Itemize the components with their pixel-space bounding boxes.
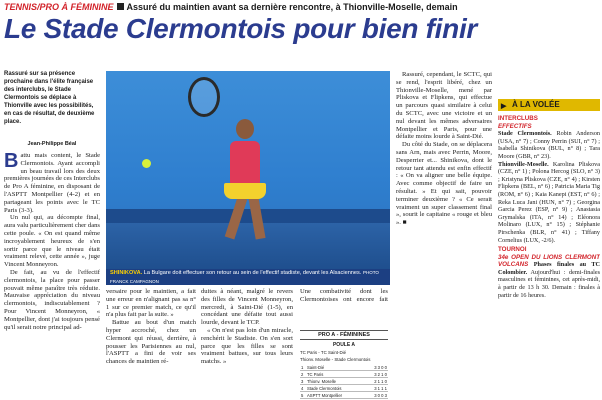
team: Saint-Dié	[306, 364, 365, 371]
headline: Le Stade Clermontois pour bien finir	[4, 13, 478, 44]
tournament-name: 34e OPEN DU LIONS CLERMONT VOLCANS	[498, 253, 600, 269]
paragraph: Un nul qui, au décompte final, aura valu particulièrement cher dans cette poule. « On est quand même incroyablement heureux de s'en sortir parce que le niveau était vraiment relevé, cette année », juge Vincent Monneyron.	[4, 214, 100, 269]
stats: 2 1 1 0	[365, 378, 388, 385]
paragraph: Battue au bout d'un match hyper accroché, chez un Clermont qui réussi, derrière, à pousser les Parisiennes au nul, l'ASPTT a fini de voir ses chances de maintien ré-	[106, 319, 196, 366]
stats: 3 0 0 3	[365, 392, 388, 399]
paragraph: De fait, au vu de l'effectif clermontois, la place pour passer pouvait même paraître très réduite. Mauvaise appréciation du niveau clermontois, indiscutablement ? Pour Vincent Monneyron, « Montpellier, dont j'ai toujours pensé qu'il serait notre principal ad-	[4, 268, 100, 331]
article-column-4	[300, 288, 388, 302]
paragraph: Rassuré, cependant, le SCTC, qui se rend, l'esprit libéré, chez un Thionville-Moselle, mené par Pliskova et Flipkens, qui effectue un parcours quasi similaire à celui du SCTC, avec une victoire et un nul devant les mêmes adversaires Montpellier et Paris, pour une défaite moins lourde à Saint-Dié.	[396, 71, 492, 141]
paragraph: « On n'est pas loin d'un miracle, renchérit le Stadiste. On s'en sort parce que les filles se sont vraiment battues, sur tous leurs matchs. »	[201, 326, 293, 366]
roster-text: Robin Anderson (USA, n° 7) ; Conny Perrin (SUI, n° 7) ; Isabella Shinikova (BUL, n° 8) ; Tara Moore (GBR, n° 23).	[498, 130, 600, 160]
team: Thionv. Moselle	[306, 378, 365, 385]
team-name: Thionville-Moselle.	[498, 160, 549, 168]
table-row	[300, 392, 388, 399]
rank: 1	[300, 364, 306, 371]
square-bullet-icon	[117, 3, 124, 10]
racket-icon	[188, 77, 220, 117]
paragraph: Une combativité dont les Clermontoises ont encore fait	[300, 288, 388, 302]
paragraph: duites à néant, malgré le revers des filles de Vincent Monneyron, mercredi, à Saint-Dié (1-5), en concédant une défaite tout aussi lourde, devant le TCP.	[201, 288, 293, 327]
team: TC Paris	[306, 371, 365, 378]
stats: 3 1 1 1	[365, 385, 388, 392]
tennis-player-photo	[106, 71, 390, 269]
stats: 3 2 1 0	[365, 371, 388, 378]
rank: 4	[300, 385, 306, 392]
photo-court	[106, 223, 390, 269]
byline: Jean-Philippe Béal	[27, 141, 77, 147]
table-row	[300, 371, 388, 378]
player-head	[236, 119, 254, 139]
team: Stade Clermontois	[306, 385, 365, 392]
photo-banner	[106, 209, 390, 223]
arrow-right-icon: ▶	[501, 103, 507, 110]
player-body	[230, 141, 260, 185]
paragraph	[4, 152, 100, 214]
photo-caption	[106, 269, 390, 285]
drop-cap: B	[4, 152, 19, 172]
table-poule: POULE A	[332, 342, 356, 348]
standings-grid	[300, 364, 388, 399]
sidebar-header-label: À LA VOLÉE	[512, 100, 560, 109]
table-match: TC Paris - TC Saint-Dié	[300, 350, 347, 355]
table-title: PRO A - FÉMININES	[300, 331, 388, 340]
article-column-2	[106, 288, 196, 396]
lead-paragraph: Rassuré sur sa présence prochaine dans l'élite française des interclubs, le Stade Clermontois se déplace à Thionville avec les possibilités, en cas de résultat, de deuxième place.	[4, 71, 95, 125]
roster-paragraph	[498, 161, 600, 245]
section-title: INTERCLUBS	[498, 115, 538, 122]
article-column-5	[396, 71, 492, 396]
standings-table	[300, 330, 388, 397]
section-title: TOURNOI	[498, 246, 527, 254]
tournament-text: Aujourd'hui : demi-finales masculines et féminines, cet après-midi, à partir de 13 h 30. Demain : finales à partir de 16 heures.	[498, 268, 600, 299]
rank: 3	[300, 378, 306, 385]
sidebar-header	[498, 99, 600, 111]
rank: 2	[300, 371, 306, 378]
player-skirt	[224, 183, 266, 199]
table-row	[300, 385, 388, 392]
article-column-3	[201, 288, 293, 396]
team: ASPTT Montpellier	[306, 392, 365, 399]
paragraph: Du côté du Stade, on se déplacera sans Arn, mais avec Perrin, Moore, Desperrier et... Shinikova, dont le retour tant attendu est enfin effectif : « On va aligner une belle équipe. Avec comme objectif de faire un résultat. » Et qui sait, pouvoir terminer deuxième ? « Ce serait vraiment un super classement final », sourit le capitaine « rouge et bleu ». ■	[396, 141, 492, 227]
team-name: Stade Clermontois.	[498, 130, 552, 138]
roster-paragraph	[498, 130, 600, 160]
sidebar-content	[498, 115, 600, 396]
rank: 5	[300, 392, 306, 399]
kicker-category: TENNIS/PRO À FÉMININE	[4, 2, 114, 12]
photo-credit: PHOTO FRANCK CAMPAGNON	[110, 270, 379, 284]
tennis-ball-icon	[142, 159, 151, 168]
tournament-paragraph	[498, 254, 600, 300]
table-row	[300, 378, 388, 385]
caption-text: La Bulgare doit effectuer son retour au sein de l'effectif stadiste, devant les Alsaciennes.	[143, 270, 362, 276]
caption-name: SHINIKOVA.	[110, 270, 143, 276]
paragraph-text: attu mais content, le Stade Clermontois. Ayant accompli un beau travail lors des deux premières journées de ces Interclubs de Pro A féminine, en disposant de l'ASPTT Montpellier (4-2) et en partageant les points avec le TC Paris (3-3).	[4, 152, 100, 214]
roster-text: Karolina Pliskova (CZE, n° 1) ; Polona Hercog (SLO, n° 3) ; Kristyna Pliskova (CZE, n° 4) ; Kirsten Flipkens (BEL, n° 6) ; Patricia Maria Tig (ROM, n° 6) ; Kaia Kanepi (EST, n° 6) ; Reka Luca Jani (HUN, n° 7) ; Georgina Garcia Perez (ESP, n° 9) ; Anastasia Grymalska (ITA, n° 14) ; Eléonora Molinaro (LUX, n° 15) ; Stéphanie Pirschenka (BLR, n° 41) ; Tiffany Cornelius (LUX, -2/6).	[498, 160, 600, 244]
stats: 3 3 0 0	[365, 364, 388, 371]
kicker-text: Assuré du maintien avant sa dernière rencontre, à Thionville-Moselle, demain	[126, 2, 458, 12]
section-subtitle: EFFECTIFS	[498, 122, 532, 130]
tournament-bold: Phases finales au TC Colombier.	[498, 261, 600, 276]
article-column-1	[4, 152, 100, 396]
paragraph: versaire pour le maintien, a fait une erreur en n'alignant pas sa n° 1 sur ce premier match, ce qu'il n'a plus fait par la suite. »	[106, 288, 196, 319]
table-match: Thionv. Moselle - Stade Clermontois	[300, 357, 371, 362]
